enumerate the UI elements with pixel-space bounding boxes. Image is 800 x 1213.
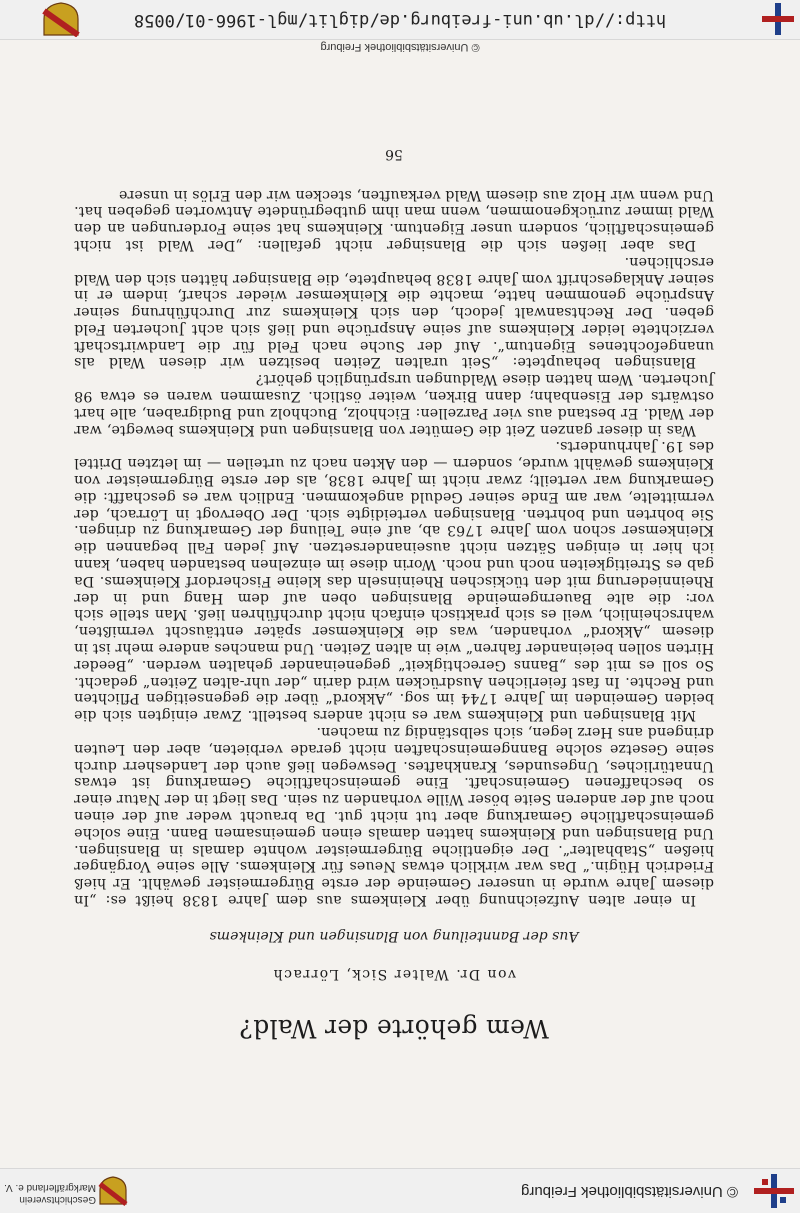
club-crest-icon [98,1176,128,1206]
paragraph: Mit Blansingen und Kleinkems war es nicht anders bestellt. Zwar einigten sich die beiden Gemeinden im Jahre 1744 im sog. „Akkord“ über die gegenseitigen Pflichten und Rechte. In fast feierlichen Ausdrücken wird darin „der uhr-alten Zeiten“ gedacht. So soll es mit des „Banns Gerechtigkeit“ gegeneinander gehalten werden. „Beeder Hirten sollen beieinander fahren“ wie in alten Zeiten. Und manches andere mehr ist in diesem „Akkord“ vorhanden, was die Kleinkemser später enttäuscht vermißten, wahrscheinlich, weil es sich praktisch einfach nicht durchführen ließ. Man stelle sich vor: die alte Bauerngemeinde Blansingen oben auf dem Hang und in der Rheinniederung mit den tückischen Rheininseln das kleine Fischerdorf Kleinkems. Da gab es Streitigkeiten noch und noch. Worin diese im einzelnen bestanden haben, kann ich hier in einigen Sätzen nicht auseinandersetzen. Auf jeden Fall begannen die Kleinkemser schon vom Jahre 1763 ab, auf eine Teilung der Gemarkung zu dringen. Sie bohrten und bohrten. Blansingen verteidigte sich. Der Obervogt in Lörrach, der vermittelte, war am Ende seiner Geduld angekommen. Endlich war es geschafft: die Gemarkung war verteilt; zwar nicht im Jahre 1838, als der erste Bürgermeister von Kleinkems gewählt wurde, sondern — den Akten nach zu urteilen — im letzten Drittel des 19. Jahrhunderts. [74,438,714,724]
page-number: 56 [385,145,403,162]
article-author: von Dr. Walter Sick, Lörrach [272,966,516,982]
library-copyright: © Universitätsbibliothek Freiburg [521,1183,738,1200]
paragraph: Das aber ließen sich die Blansinger nicht gefallen: „Der Wald ist nicht gemeinschaftlich, sondern unser Eigentum. Kleinkems hat seine Forderungen an den Wald immer zurückgenommen, wenn man ihm gutbegründete Antworten gegeben hat. Und wenn wir Holz aus diesem Wald verkauften, stecken wir den Erlös in unsere [74,186,714,253]
watermark-footer [0,0,800,53]
club-name: Geschichtsverein Markgräflerland e. V. [4,1182,96,1205]
library-copyright: © Universitätsbibliothek Freiburg [320,41,480,53]
club-crest-icon [42,1,80,37]
article [74,146,714,1043]
permalink-url[interactable]: http://dl.ub.uni-freiburg.de/diglit/mgl-1966-01/0058 [133,10,667,30]
paragraph: Blansingen behauptete: „Seit uralten Zeiten besitzen wir diesen Wald als unangefochtenes Eigentum“. Auf der Suche nach Feld für die Landwirtschaft verzichtete leider Kleinkems auf seine Ansprüche und ließ sich acht Jucherten Feld geben. Der Rechtsanwalt jedoch, den sich Kleinkems zur Durchführung seiner Ansprüche genommen hatte, machte die Kleinkemser wieder scharf, indem er in seiner Anklageschrift vom Jahre 1838 behauptete, die Blansinger hätten sich den Wald erschlichen. [74,253,714,371]
paragraph: In einer alten Aufzeichnung über Kleinkems aus dem Jahre 1838 heißt es: „In diesem Jahre wurde in unserer Gemeinde der erste Bürgermeister gewählt. Er hieß Friedrich Hügin.“ Das war wirklich etwas Neues für Kleinkems. Alle seine Vorgänger hießen „Stabhalter“. Der eigentliche Bürgermeister wohnte damals in Blansingen. Und Blansingen und Kleinkems hatten damals einen gemeinsamen Bann. Eine solche gemeinschaftliche Gemarkung aber tut nicht gut. Da braucht weder auf der einen noch auf der anderen Seite böser Wille vorhanden zu sein. Das liegt in der Natur einer so beschaffenen Gemeinschaft. Eine gemeinschaftliche Gemarkung ist etwas Unnatürliches, Ungesundes, Krankhaftes. Deswegen ließ auch der Landesherr durch seine Gesetze solche Banngemeinschaften nicht gerade verbieten, aber den Leuten dringend ans Herz legen, sich selbständig zu machen. [74,724,714,908]
article-subtitle: Aus der Bannteilung von Blansingen und Kleinkems [209,928,579,944]
article-title: Wem gehörte der Wald? [239,1014,549,1043]
university-logo-icon [754,1174,794,1208]
paragraph: Was in dieser ganzen Zeit die Gemüter von Blansingen und Kleinkems bewegte, war der Wald. Er bestand aus vier Parzellen: Eichholz, Buchholz und Budigraben, alle hart ostwärts der Eisenbahn; dann Birken, weiter östlich. Zusammen waren es etwa 98 Jucherten. Wem hatten diese Waldungen ursprünglich gehört? [74,371,714,438]
watermark-header [0,1168,800,1213]
